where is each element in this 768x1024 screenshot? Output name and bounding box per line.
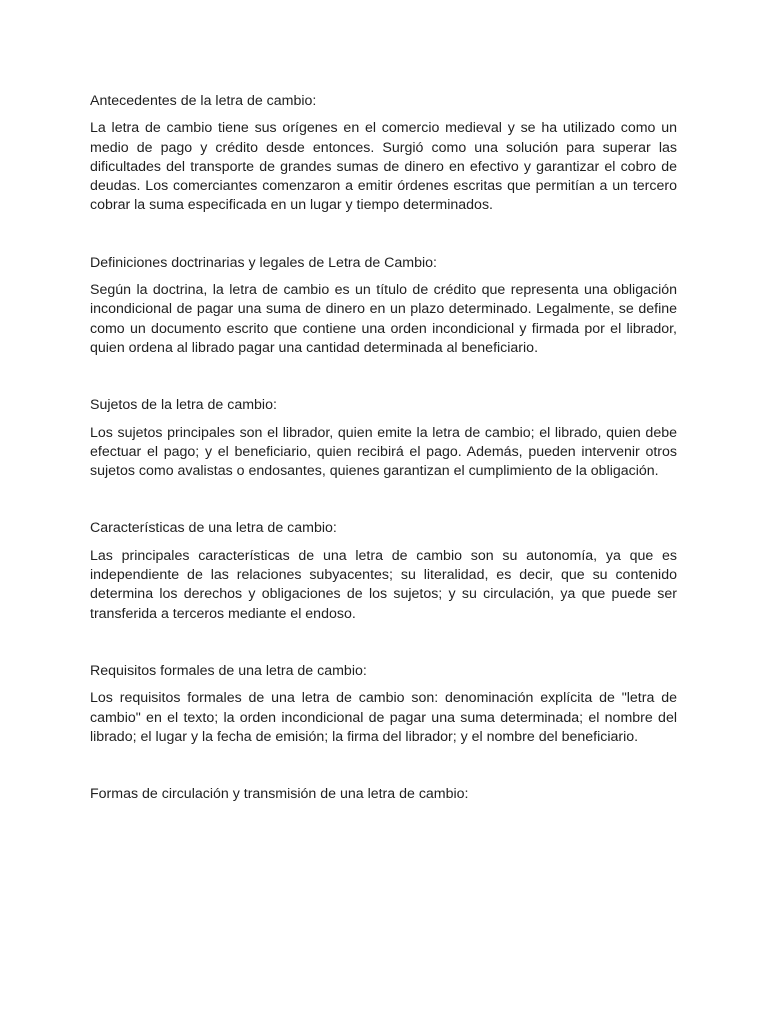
section-heading: Definiciones doctrinarias y legales de Letra de Cambio: — [90, 254, 437, 271]
section-heading: Características de una letra de cambio: — [90, 520, 337, 537]
section-caracteristicas — [90, 519, 677, 623]
section-body: Los requisitos formales de una letra de cambio son: denominación explícita de "letra de cambio" en el texto; la orden incondicional de pagar una suma determinada; el nombre del librado; el lugar y la fecha de emisión; la firma del librador; y el nombre del beneficiario. — [90, 690, 677, 745]
section-body: La letra de cambio tiene sus orígenes en el comercio medieval y se ha utilizado como un medio de pago y crédito desde entonces. Surgió como una solución para superar las dificultades del transporte de grandes sumas de dinero en efectivo y garantizar el cobro de deudas. Los comerciantes comenzaron a emitir órdenes escritas que permitían a un tercero cobrar la suma especificada en un lugar y tiempo determinados. — [90, 120, 677, 214]
document-page — [90, 92, 677, 812]
section-requisitos — [90, 662, 677, 747]
section-body: Los sujetos principales son el librador, quien emite la letra de cambio; el librado, quien debe efectuar el pago; y el beneficiario, quien recibirá el pago. Además, pueden intervenir otros sujetos como avalistas o endosantes, quienes garantizan el cumplimiento de la obligación. — [90, 424, 677, 480]
section-heading: Requisitos formales de una letra de cambio: — [90, 662, 367, 679]
section-body: Las principales características de una letra de cambio son su autonomía, ya que es independiente de las relaciones subyacentes; su literalidad, es decir, que su contenido determina los derechos y obligaciones de los sujetos; y su circulación, ya que puede ser transferida a terceros mediante el endoso. — [90, 547, 677, 622]
section-heading: Antecedentes de la letra de cambio: — [90, 93, 317, 109]
section-definiciones — [90, 254, 677, 358]
section-antecedentes — [90, 92, 677, 216]
section-formas-circulacion — [90, 785, 677, 804]
section-heading: Formas de circulación y transmisión de una letra de cambio: — [90, 786, 469, 803]
section-body: Según la doctrina, la letra de cambio es un título de crédito que representa una obligación incondicional de pagar una suma de dinero en un plazo determinado. Legalmente, se define como un documento escrito que contiene una orden incondicional y firmada por el librador, quien ordena al librado pagar una cantidad determinada al beneficiario. — [90, 282, 677, 356]
section-sujetos — [90, 396, 677, 481]
section-heading: Sujetos de la letra de cambio: — [90, 397, 277, 414]
